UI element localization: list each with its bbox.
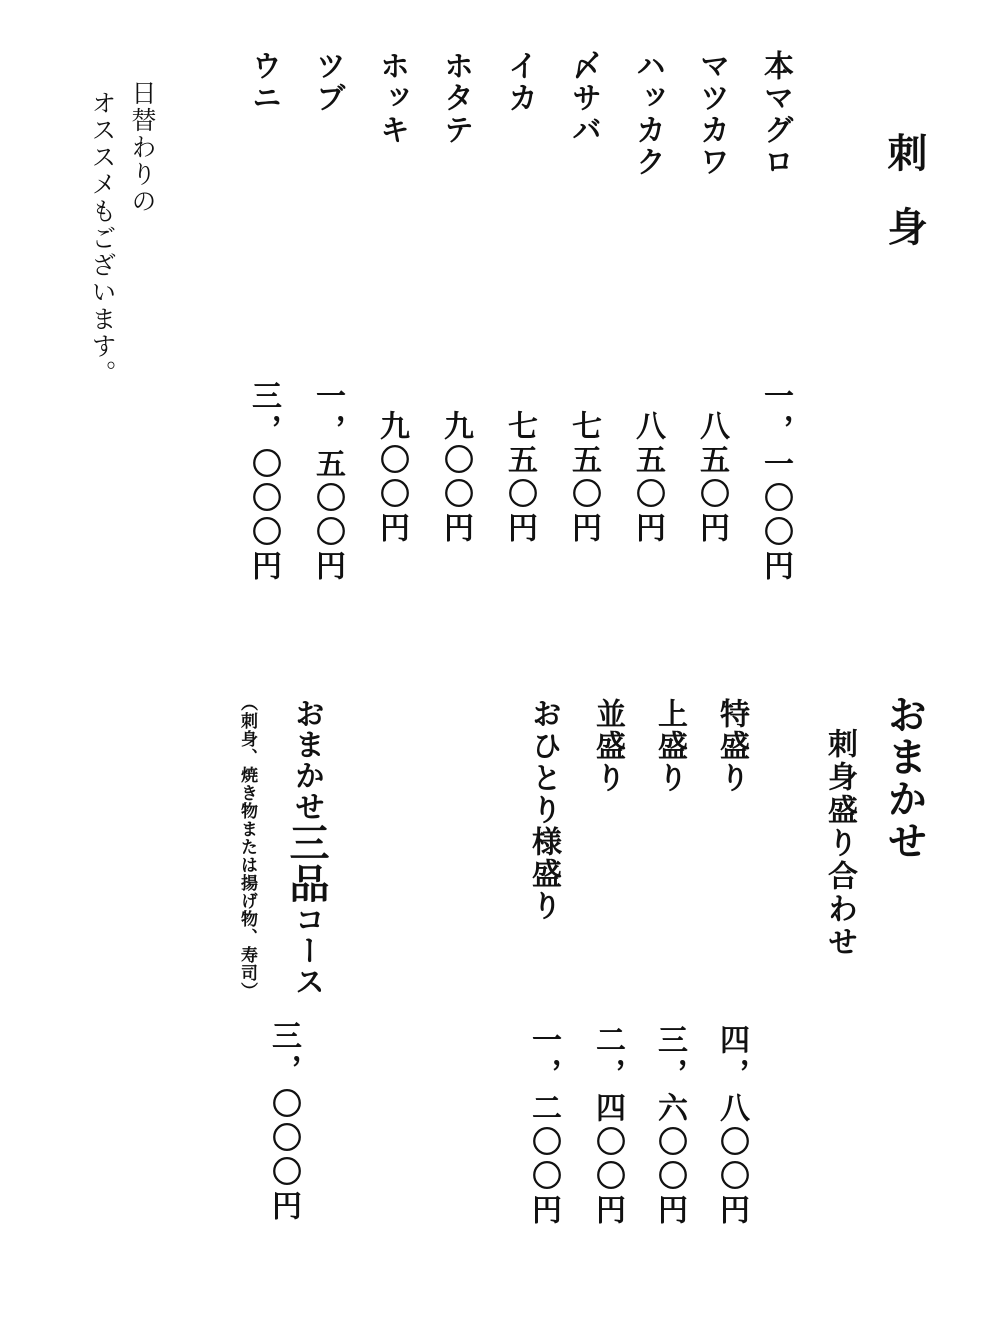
- omakase-item-price: 二，四〇〇円: [590, 1024, 625, 1228]
- sashimi-item-price: 九〇〇円: [374, 410, 409, 546]
- omakase-item-price: 四，八〇〇円: [714, 1024, 749, 1228]
- daily-special-note: オススメもございます。: [88, 90, 117, 387]
- sashimi-item-price: 八五〇円: [630, 410, 665, 546]
- omakase-course-name: [283, 698, 330, 997]
- sashimi-item-name: マツカワ: [694, 50, 729, 178]
- course-name-highlight: 三品: [283, 822, 330, 904]
- omakase-item-price: 三，六〇〇円: [652, 1024, 687, 1228]
- omakase-title: おまかせ: [881, 694, 928, 862]
- sashimi-item-price: 一，一〇〇円: [758, 380, 793, 584]
- sashimi-title: 刺身: [881, 132, 928, 280]
- sashimi-item-name: ホッキ: [374, 50, 409, 146]
- sashimi-item-name: ハッカク: [630, 50, 665, 178]
- sashimi-item-price: 八五〇円: [694, 410, 729, 546]
- sashimi-item-price: 三，〇〇〇円: [246, 380, 281, 584]
- daily-special-note: 日替わりの: [128, 80, 157, 215]
- sashimi-item-name: 本マグロ: [758, 50, 793, 178]
- course-name-suffix: コース: [289, 904, 324, 997]
- omakase-item-name: 上盛り: [652, 698, 687, 794]
- sashimi-item-price: 七五〇円: [502, 410, 537, 546]
- omakase-item-name: 特盛り: [714, 698, 749, 794]
- omakase-course-detail: （刺身、焼き物または揚げ物、寿司）: [237, 694, 257, 1000]
- sashimi-item-name: 〆サバ: [566, 50, 601, 146]
- sashimi-item-name: ウニ: [246, 50, 281, 114]
- sashimi-item-name: ホタテ: [438, 50, 473, 146]
- sashimi-item-price: 九〇〇円: [438, 410, 473, 546]
- sashimi-item-name: ツブ: [310, 50, 345, 114]
- omakase-subtitle: 刺身盛り合わせ: [822, 728, 857, 959]
- sashimi-item-price: 七五〇円: [566, 410, 601, 546]
- omakase-item-name: おひとり様盛り: [526, 698, 561, 922]
- course-name-prefix: おまかせ: [289, 698, 324, 822]
- omakase-item-name: 並盛り: [590, 698, 625, 794]
- omakase-item-price: 一，二〇〇円: [526, 1024, 561, 1228]
- sashimi-item-name: イカ: [502, 50, 537, 114]
- sashimi-item-price: 一，五〇〇円: [310, 380, 345, 584]
- omakase-course-price: 三，〇〇〇円: [266, 1020, 301, 1224]
